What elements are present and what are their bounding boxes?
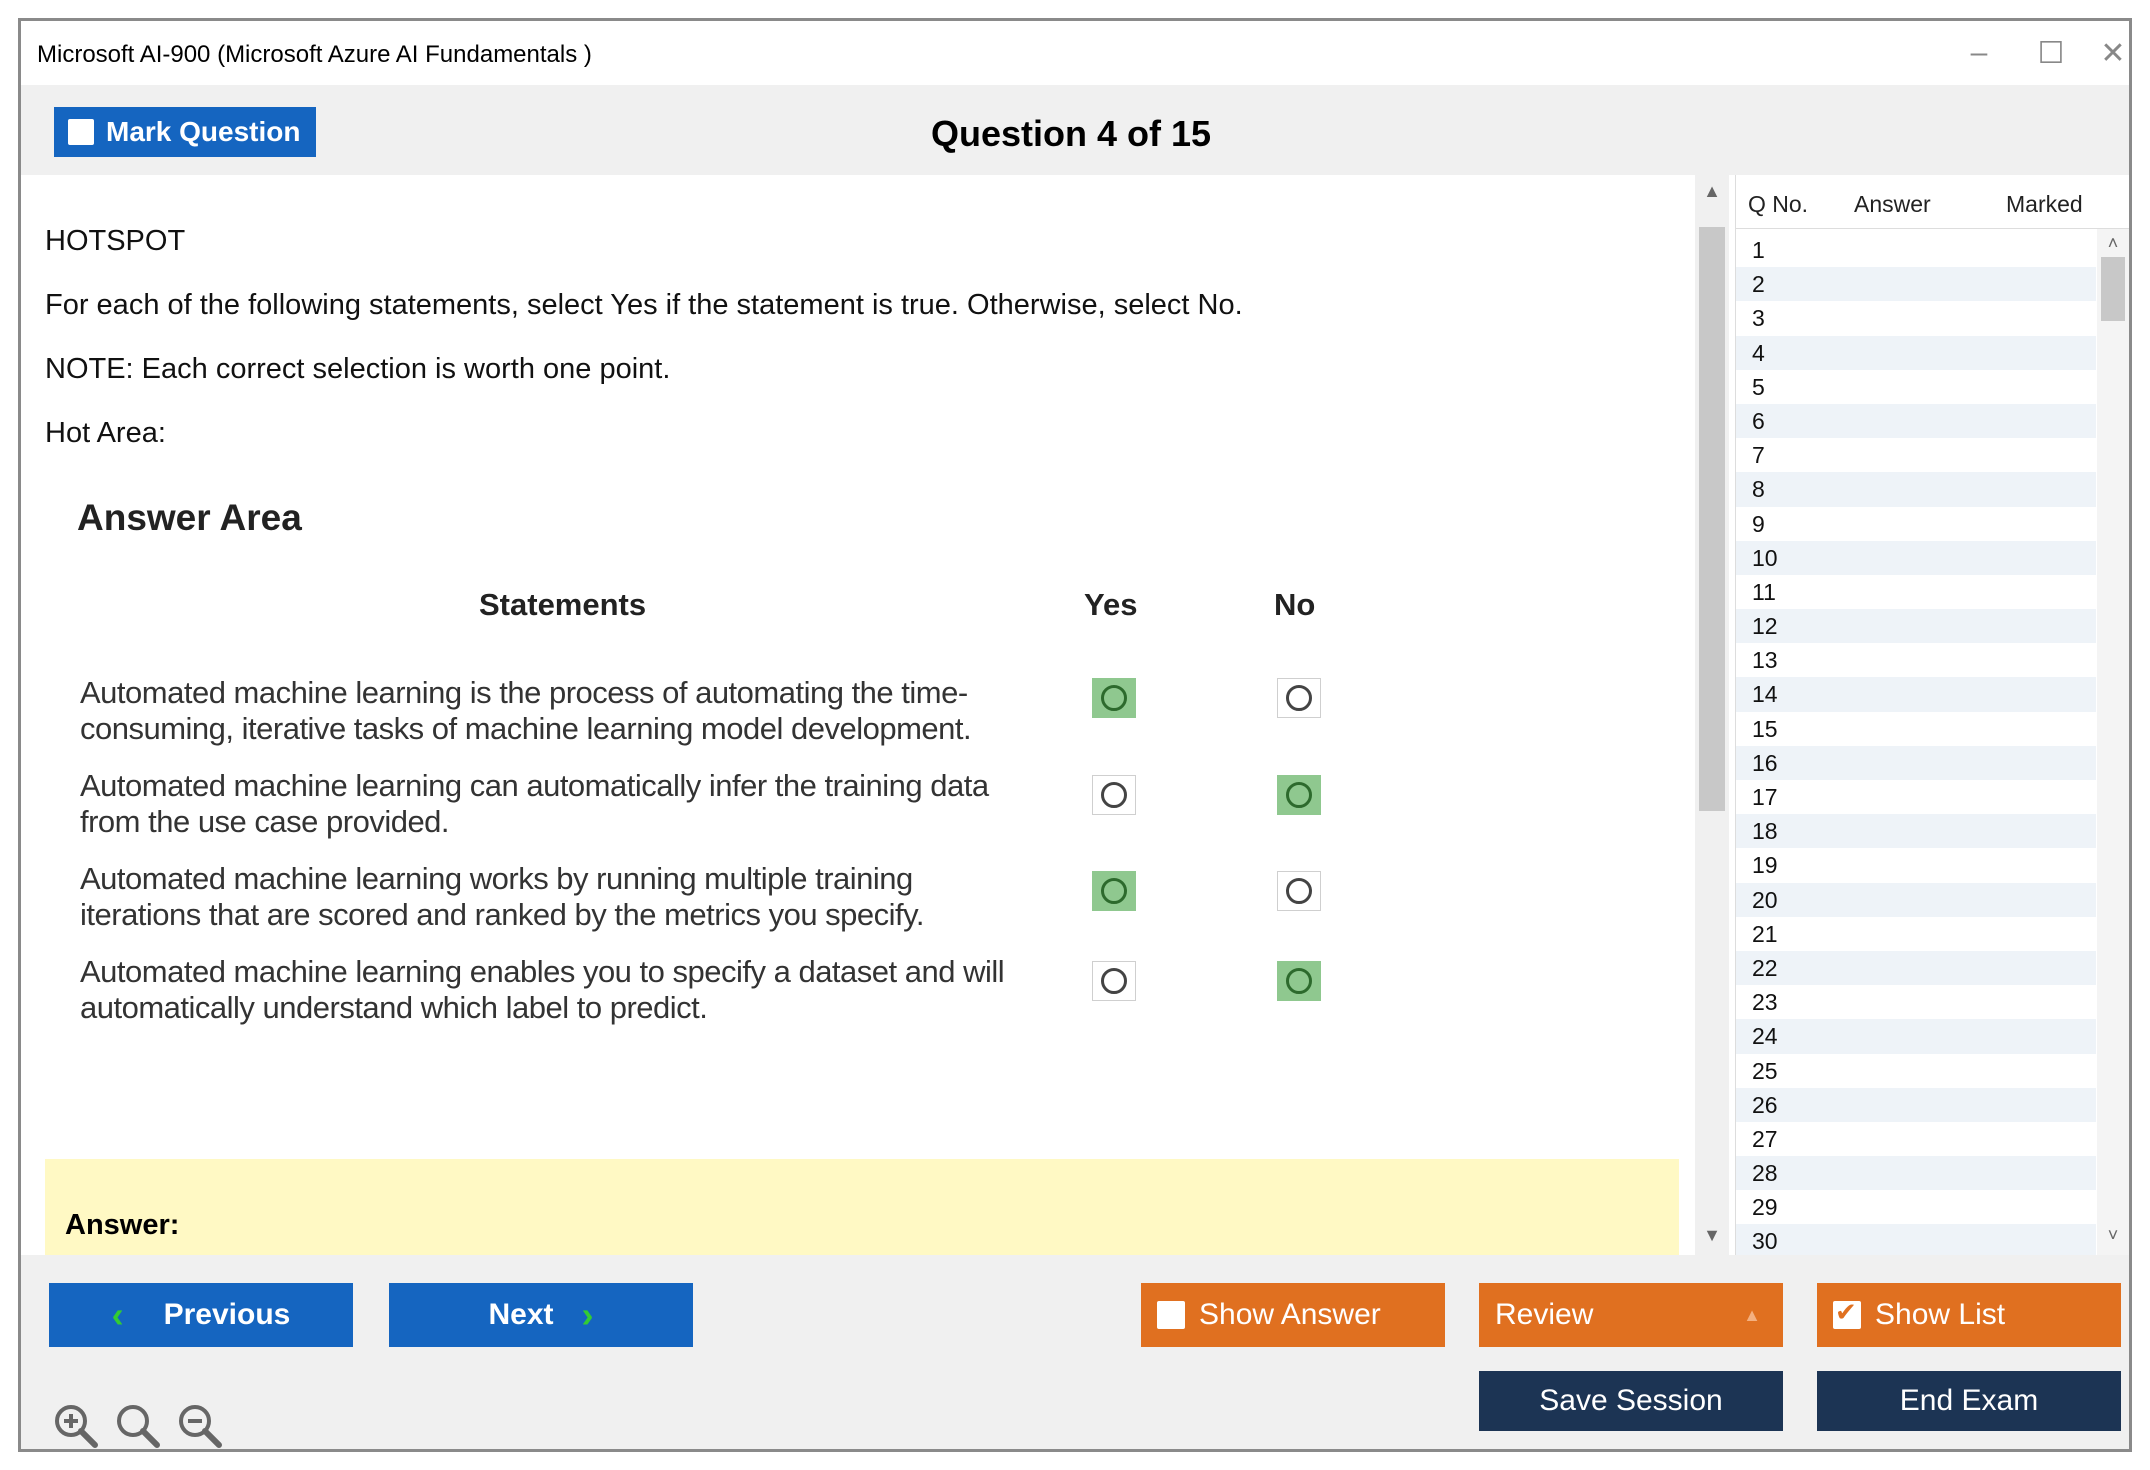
list-scroll-up-icon[interactable]: ˄ <box>2107 233 2119 253</box>
scroll-thumb[interactable] <box>1699 227 1725 811</box>
answer-header: Answer <box>1854 191 1931 217</box>
minimize-icon[interactable]: – <box>1970 36 1988 69</box>
question-title: Question 4 of 15 <box>930 113 1212 154</box>
chevron-right-icon: › <box>581 1294 594 1335</box>
exam-window <box>18 18 2132 1452</box>
question-list-item[interactable]: 18 <box>1736 814 2096 848</box>
question-list-item[interactable]: 4 <box>1736 336 2096 370</box>
close-icon[interactable]: ✕ <box>2100 36 2126 70</box>
title-bar <box>21 21 2129 85</box>
question-list-item[interactable]: 9 <box>1752 510 1765 537</box>
question-list-item[interactable]: 23 <box>1752 989 1778 1016</box>
statement-line: automatically understand which label to predict. <box>80 990 708 1025</box>
statement-3-yes-radio[interactable] <box>1092 871 1136 911</box>
chevron-left-icon: ‹ <box>111 1294 124 1335</box>
question-list-item[interactable]: 21 <box>1752 920 1778 947</box>
previous-button[interactable] <box>49 1283 353 1347</box>
statement-line: from the use case provided. <box>80 804 450 839</box>
review-label: Review <box>1495 1298 1594 1331</box>
question-list-item[interactable]: 20 <box>1736 883 2096 917</box>
save-session-button[interactable] <box>1479 1371 1783 1431</box>
question-list-item[interactable]: 16 <box>1736 746 2096 780</box>
zoom-reset-icon[interactable] <box>113 1401 161 1449</box>
qno-header: Q No. <box>1748 191 1809 217</box>
question-list-item[interactable]: 2 <box>1736 267 2096 301</box>
checkbox-icon <box>1157 1301 1185 1329</box>
question-list-item[interactable]: 24 <box>1736 1019 2096 1053</box>
marked-header: Marked <box>2006 191 2083 217</box>
question-list-item[interactable]: 11 <box>1752 578 1776 605</box>
end-exam-label: End Exam <box>1899 1384 2039 1417</box>
review-button[interactable] <box>1479 1283 1783 1347</box>
question-list-item[interactable]: 14 <box>1736 677 2096 711</box>
zoom-out-icon[interactable] <box>175 1401 223 1449</box>
question-list-item[interactable]: 26 <box>1736 1088 2096 1122</box>
question-list-item[interactable]: 12 <box>1736 609 2096 643</box>
question-list-item[interactable]: 7 <box>1752 442 1765 469</box>
save-session-label: Save Session <box>1539 1384 1723 1417</box>
question-list-item[interactable]: 28 <box>1736 1156 2096 1190</box>
question-list-item[interactable]: 10 <box>1736 541 2096 575</box>
show-list-button[interactable] <box>1817 1283 2121 1347</box>
question-list-item[interactable]: 25 <box>1752 1057 1778 1084</box>
show-answer-label: Show Answer <box>1199 1298 1381 1331</box>
statement-3-no-radio[interactable] <box>1277 871 1321 911</box>
statement-4-yes-radio[interactable] <box>1092 961 1136 1001</box>
question-list-rows <box>1736 233 2096 1259</box>
footer-toolbar <box>21 1255 2129 1452</box>
statement-4 <box>80 954 1080 1026</box>
list-scroll-thumb[interactable] <box>2101 257 2125 321</box>
statement-1-yes-radio[interactable] <box>1092 678 1136 718</box>
question-list-item[interactable]: 30 <box>1736 1224 2096 1258</box>
list-scroll-down-icon[interactable]: ˅ <box>2107 1225 2119 1245</box>
checkbox-checked-icon <box>1833 1301 1861 1329</box>
window-title: Microsoft AI-900 (Microsoft Azure AI Fundamentals ) <box>37 41 592 68</box>
question-list-item[interactable]: 1 <box>1752 237 1765 263</box>
question-header <box>21 85 2129 175</box>
end-exam-button[interactable] <box>1817 1371 2121 1431</box>
yes-header: Yes <box>1084 587 1138 622</box>
statement-line: consuming, iterative tasks of machine learning model development. <box>80 711 972 746</box>
question-instruction: For each of the following statements, select Yes if the statement is true. Otherwise, select No. <box>45 289 1243 321</box>
statement-1 <box>80 675 1080 747</box>
content-scrollbar[interactable] <box>1695 175 1729 1255</box>
zoom-in-icon[interactable] <box>51 1401 99 1449</box>
question-list-panel <box>1735 175 2129 1255</box>
question-list-item[interactable]: 3 <box>1752 305 1765 332</box>
previous-label: Previous <box>163 1298 291 1331</box>
statement-1-no-radio[interactable] <box>1277 678 1321 718</box>
show-answer-button[interactable] <box>1141 1283 1445 1347</box>
statement-line: iterations that are scored and ranked by the metrics you specify. <box>80 897 924 932</box>
answer-box <box>45 1159 1679 1255</box>
question-list-item[interactable]: 29 <box>1752 1194 1778 1221</box>
question-list-item[interactable]: 8 <box>1736 472 2096 506</box>
statement-3 <box>80 861 1080 933</box>
statements-header: Statements <box>479 587 647 622</box>
mark-question-label: Mark Question <box>106 116 301 147</box>
statement-line: Automated machine learning is the process of automating the time- <box>80 675 968 710</box>
statement-2-yes-radio[interactable] <box>1092 775 1136 815</box>
question-list-item[interactable]: 13 <box>1752 647 1778 674</box>
no-header: No <box>1274 587 1316 622</box>
next-label: Next <box>488 1298 554 1331</box>
scroll-up-icon[interactable]: ▲ <box>1703 181 1721 201</box>
show-list-label: Show List <box>1875 1298 2006 1331</box>
question-list-item[interactable]: 22 <box>1736 951 2096 985</box>
statement-4-no-radio[interactable] <box>1277 961 1321 1001</box>
statement-2-no-radio[interactable] <box>1277 775 1321 815</box>
question-note: NOTE: Each correct selection is worth one point. <box>45 353 671 385</box>
scroll-down-icon[interactable]: ▼ <box>1703 1225 1721 1245</box>
next-button[interactable] <box>389 1283 693 1347</box>
answer-label: Answer: <box>65 1209 180 1241</box>
question-list-item[interactable]: 19 <box>1752 852 1778 879</box>
question-list-item[interactable]: 17 <box>1752 784 1778 810</box>
answer-area-title: Answer Area <box>77 497 302 538</box>
statement-line: Automated machine learning can automatically infer the training data <box>80 768 989 803</box>
question-list-item[interactable]: 6 <box>1736 404 2096 438</box>
question-list-scrollbar[interactable] <box>2097 229 2129 1255</box>
question-list-item[interactable]: 5 <box>1752 373 1765 400</box>
question-list-item[interactable]: 27 <box>1752 1125 1778 1152</box>
hot-area-label: Hot Area: <box>45 417 166 449</box>
statement-2 <box>80 768 1080 840</box>
question-type: HOTSPOT <box>45 225 186 257</box>
maximize-icon[interactable]: ☐ <box>2037 36 2065 70</box>
caret-up-icon: ▲ <box>1743 1304 1761 1325</box>
question-content <box>21 175 1689 1255</box>
statement-line: Automated machine learning works by running multiple training <box>80 861 913 896</box>
question-list-header <box>1736 175 2129 229</box>
statement-line: Automated machine learning enables you to specify a dataset and will <box>80 954 1005 989</box>
question-list-item[interactable]: 15 <box>1752 715 1778 742</box>
